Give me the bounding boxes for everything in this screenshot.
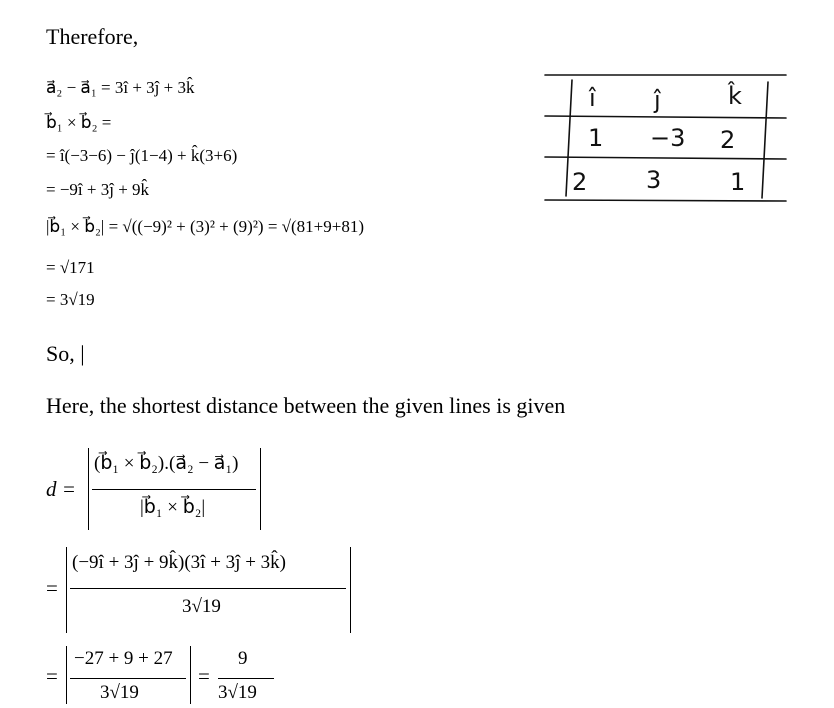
eq-sign-4: =	[198, 664, 210, 688]
d-label: d =	[46, 477, 76, 501]
det-row1-b: −3	[650, 124, 686, 152]
det-row2-c: 1	[730, 168, 746, 196]
det-row2-a: 2	[572, 168, 588, 196]
eq-expansion: = î(−3−6) − ĵ(1−4) + k̂(3+6)	[46, 146, 238, 165]
det-header-k: k̂	[728, 82, 742, 110]
eq-sign-2: =	[46, 576, 58, 600]
step3-numerator: −27 + 9 + 27	[74, 648, 173, 669]
step3-denominator: 3√19	[100, 682, 139, 703]
det-row1-a: 1	[588, 124, 604, 152]
eq-cross-label: b⃗₁ × b⃗₂ =	[46, 113, 112, 132]
so-text: So, |	[46, 341, 85, 366]
step2-denominator: 3√19	[182, 596, 221, 617]
final-numerator: 9	[238, 648, 248, 669]
eq-a-diff: a⃗₂ − a⃗₁ = 3î + 3ĵ + 3k̂	[46, 78, 195, 97]
eq-magnitude: |b⃗₁ × b⃗₂| = √((−9)² + (3)² + (9)²) = √(81+9+81)	[46, 217, 365, 236]
final-denominator: 3√19	[218, 682, 257, 703]
shortest-distance-text: Here, the shortest distance between the given lines is given	[46, 393, 566, 418]
d-denominator: |b⃗₁ × b⃗₂|	[140, 497, 206, 518]
eq-sqrt171: = √171	[46, 258, 95, 277]
det-row2-b: 3	[646, 166, 662, 194]
det-header-i: î	[589, 84, 596, 112]
d-numerator: (b⃗₁ × b⃗₂).(a⃗₂ − a⃗₁)	[94, 453, 239, 474]
step2-numerator: (−9î + 3ĵ + 9k̂)(3î + 3ĵ + 3k̂)	[72, 552, 287, 573]
eq-cross-result: = −9î + 3ĵ + 9k̂	[46, 180, 150, 199]
det-row1-c: 2	[720, 126, 736, 154]
eq-3sqrt19: = 3√19	[46, 290, 95, 309]
heading-therefore: Therefore,	[46, 24, 139, 49]
eq-sign-3: =	[46, 664, 58, 688]
det-header-j: ĵ	[654, 86, 661, 114]
